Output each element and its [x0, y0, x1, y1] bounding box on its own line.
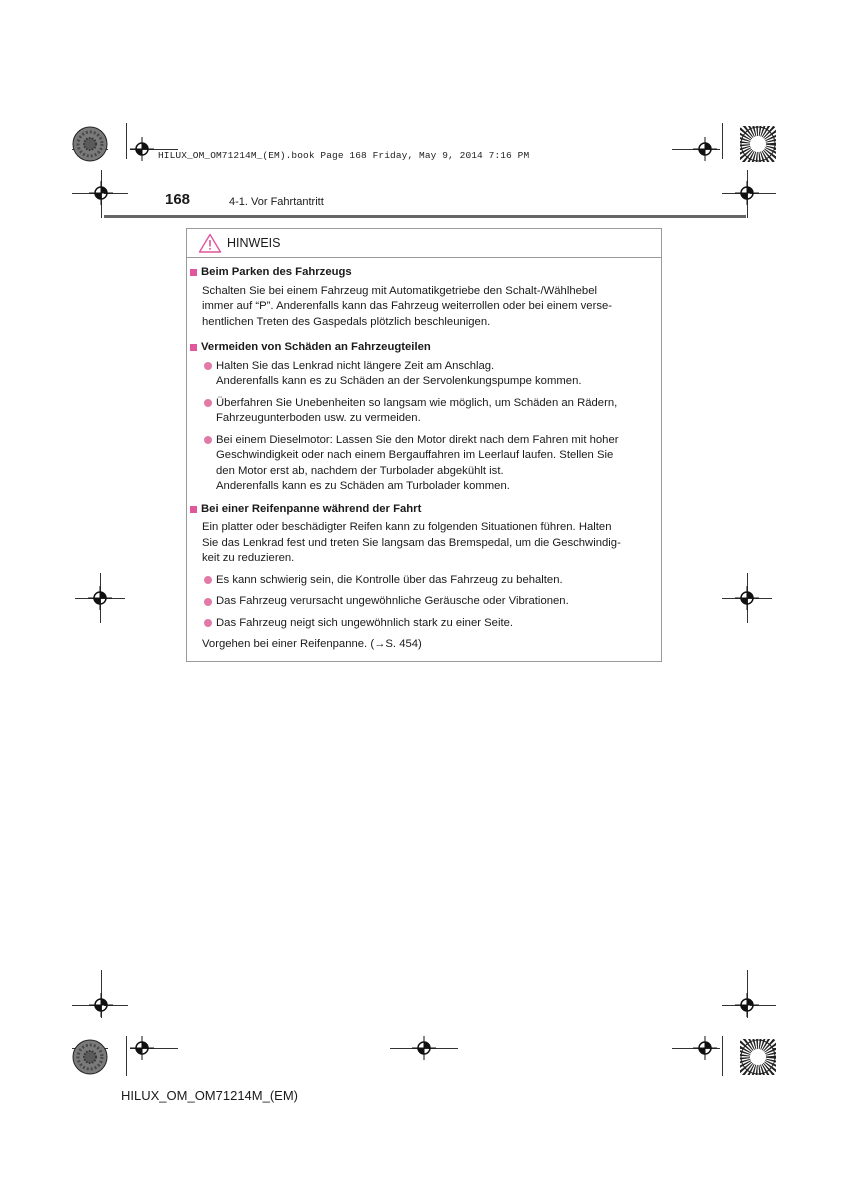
registration-mark-icon [735, 993, 759, 1017]
registration-mark-icon [735, 586, 759, 610]
crop-line [722, 1036, 723, 1076]
text-line: Sie das Lenkrad fest und treten Sie langsam das Bremspedal, um die Geschwindig- [202, 536, 621, 549]
section-heading [190, 340, 652, 356]
list-item [190, 433, 652, 495]
round-bullet-icon [204, 576, 212, 584]
color-bar-rosette-icon [72, 1039, 108, 1075]
square-bullet-icon [190, 506, 197, 513]
print-info-line: HILUX_OM_OM71214M_(EM).book Page 168 Friday, May 9, 2014 7:16 PM [158, 150, 530, 161]
square-bullet-icon [190, 344, 197, 351]
reference-text[interactable]: Vorgehen bei einer Reifenpanne. (→S. 454) [202, 638, 422, 650]
section-heading [190, 265, 652, 281]
round-bullet-icon [204, 436, 212, 444]
text-line: Es kann schwierig sein, die Kontrolle über das Fahrzeug zu behalten. [216, 573, 563, 586]
header-rule [104, 215, 746, 218]
notice-header [187, 229, 661, 258]
color-bar-rosette-icon [72, 126, 108, 162]
text-line: Ein platter oder beschädigter Reifen kann zu folgenden Situationen führen. Halten [202, 521, 612, 533]
registration-mark-icon [89, 993, 113, 1017]
registration-mark-icon [693, 137, 717, 161]
registration-mark-icon [735, 181, 759, 205]
starburst-rosette-icon [740, 126, 776, 162]
registration-mark-icon [130, 137, 154, 161]
list-item [190, 573, 652, 589]
crop-line [722, 123, 723, 159]
registration-mark-icon [693, 1036, 717, 1060]
text-line: hentlichen Treten des Gaspedals plötzlich beschleunigen. [202, 315, 491, 328]
text-line: Das Fahrzeug neigt sich ungewöhnlich stark zu einer Seite. [216, 616, 514, 629]
crop-line [126, 123, 127, 159]
page-number: 168 [165, 191, 191, 208]
text-line: Bei einem Dieselmotor: Lassen Sie den Motor direkt nach dem Fahren mit hoher [216, 433, 619, 446]
section-heading-text: Vermeiden von Schäden an Fahrzeugteilen [201, 341, 431, 353]
round-bullet-icon [204, 399, 212, 407]
text-line: Geschwindigkeit oder nach einem Bergauffahren im Leerlauf laufen. Stellen Sie [216, 449, 614, 461]
round-bullet-icon [204, 598, 212, 606]
notice-body [187, 258, 661, 653]
text-line: Halten Sie das Lenkrad nicht längere Zeit am Anschlag. [216, 359, 495, 372]
text-line: Schalten Sie bei einem Fahrzeug mit Automatikgetriebe den Schalt-/Wählhebel [202, 284, 597, 297]
list-item [190, 594, 652, 610]
list-item [190, 616, 652, 632]
text-line: immer auf “P”. Anderenfalls kann das Fahrzeug weiterrollen oder bei einem verse- [202, 300, 613, 312]
registration-mark-icon [130, 1036, 154, 1060]
list-item [190, 359, 652, 390]
text-line: Fahrzeugunterboden usw. zu vermeiden. [216, 412, 421, 424]
paragraph [190, 520, 652, 567]
warning-triangle-icon [198, 233, 222, 253]
section-heading-text: Beim Parken des Fahrzeugs [201, 266, 352, 278]
text-line: Anderenfalls kann es zu Schäden an der Servolenkungspumpe kommen. [216, 375, 582, 387]
paragraph [190, 284, 652, 331]
registration-mark-icon [89, 181, 113, 205]
page-reference[interactable] [190, 637, 652, 653]
round-bullet-icon [204, 619, 212, 627]
crop-line [126, 1036, 127, 1076]
notice-title: HINWEIS [227, 236, 281, 250]
registration-mark-icon [412, 1036, 436, 1060]
section-title: 4-1. Vor Fahrtantritt [229, 196, 324, 208]
text-line: Anderenfalls kann es zu Schäden am Turbolader kommen. [216, 480, 510, 492]
round-bullet-icon [204, 362, 212, 370]
section-heading [190, 502, 652, 518]
document-code: HILUX_OM_OM71214M_(EM) [121, 1088, 298, 1103]
registration-mark-icon [88, 586, 112, 610]
text-line: den Motor erst ab, nachdem der Turbolader abgekühlt ist. [216, 464, 504, 477]
section-heading-text: Bei einer Reifenpanne während der Fahrt [201, 502, 422, 515]
text-line: keit zu reduzieren. [202, 552, 295, 564]
text-line: Überfahren Sie Unebenheiten so langsam wie möglich, um Schäden an Rädern, [216, 396, 618, 409]
text-line: Das Fahrzeug verursacht ungewöhnliche Geräusche oder Vibrationen. [216, 595, 569, 607]
list-item [190, 396, 652, 427]
notice-box [186, 228, 662, 662]
square-bullet-icon [190, 269, 197, 276]
starburst-rosette-icon [740, 1039, 776, 1075]
